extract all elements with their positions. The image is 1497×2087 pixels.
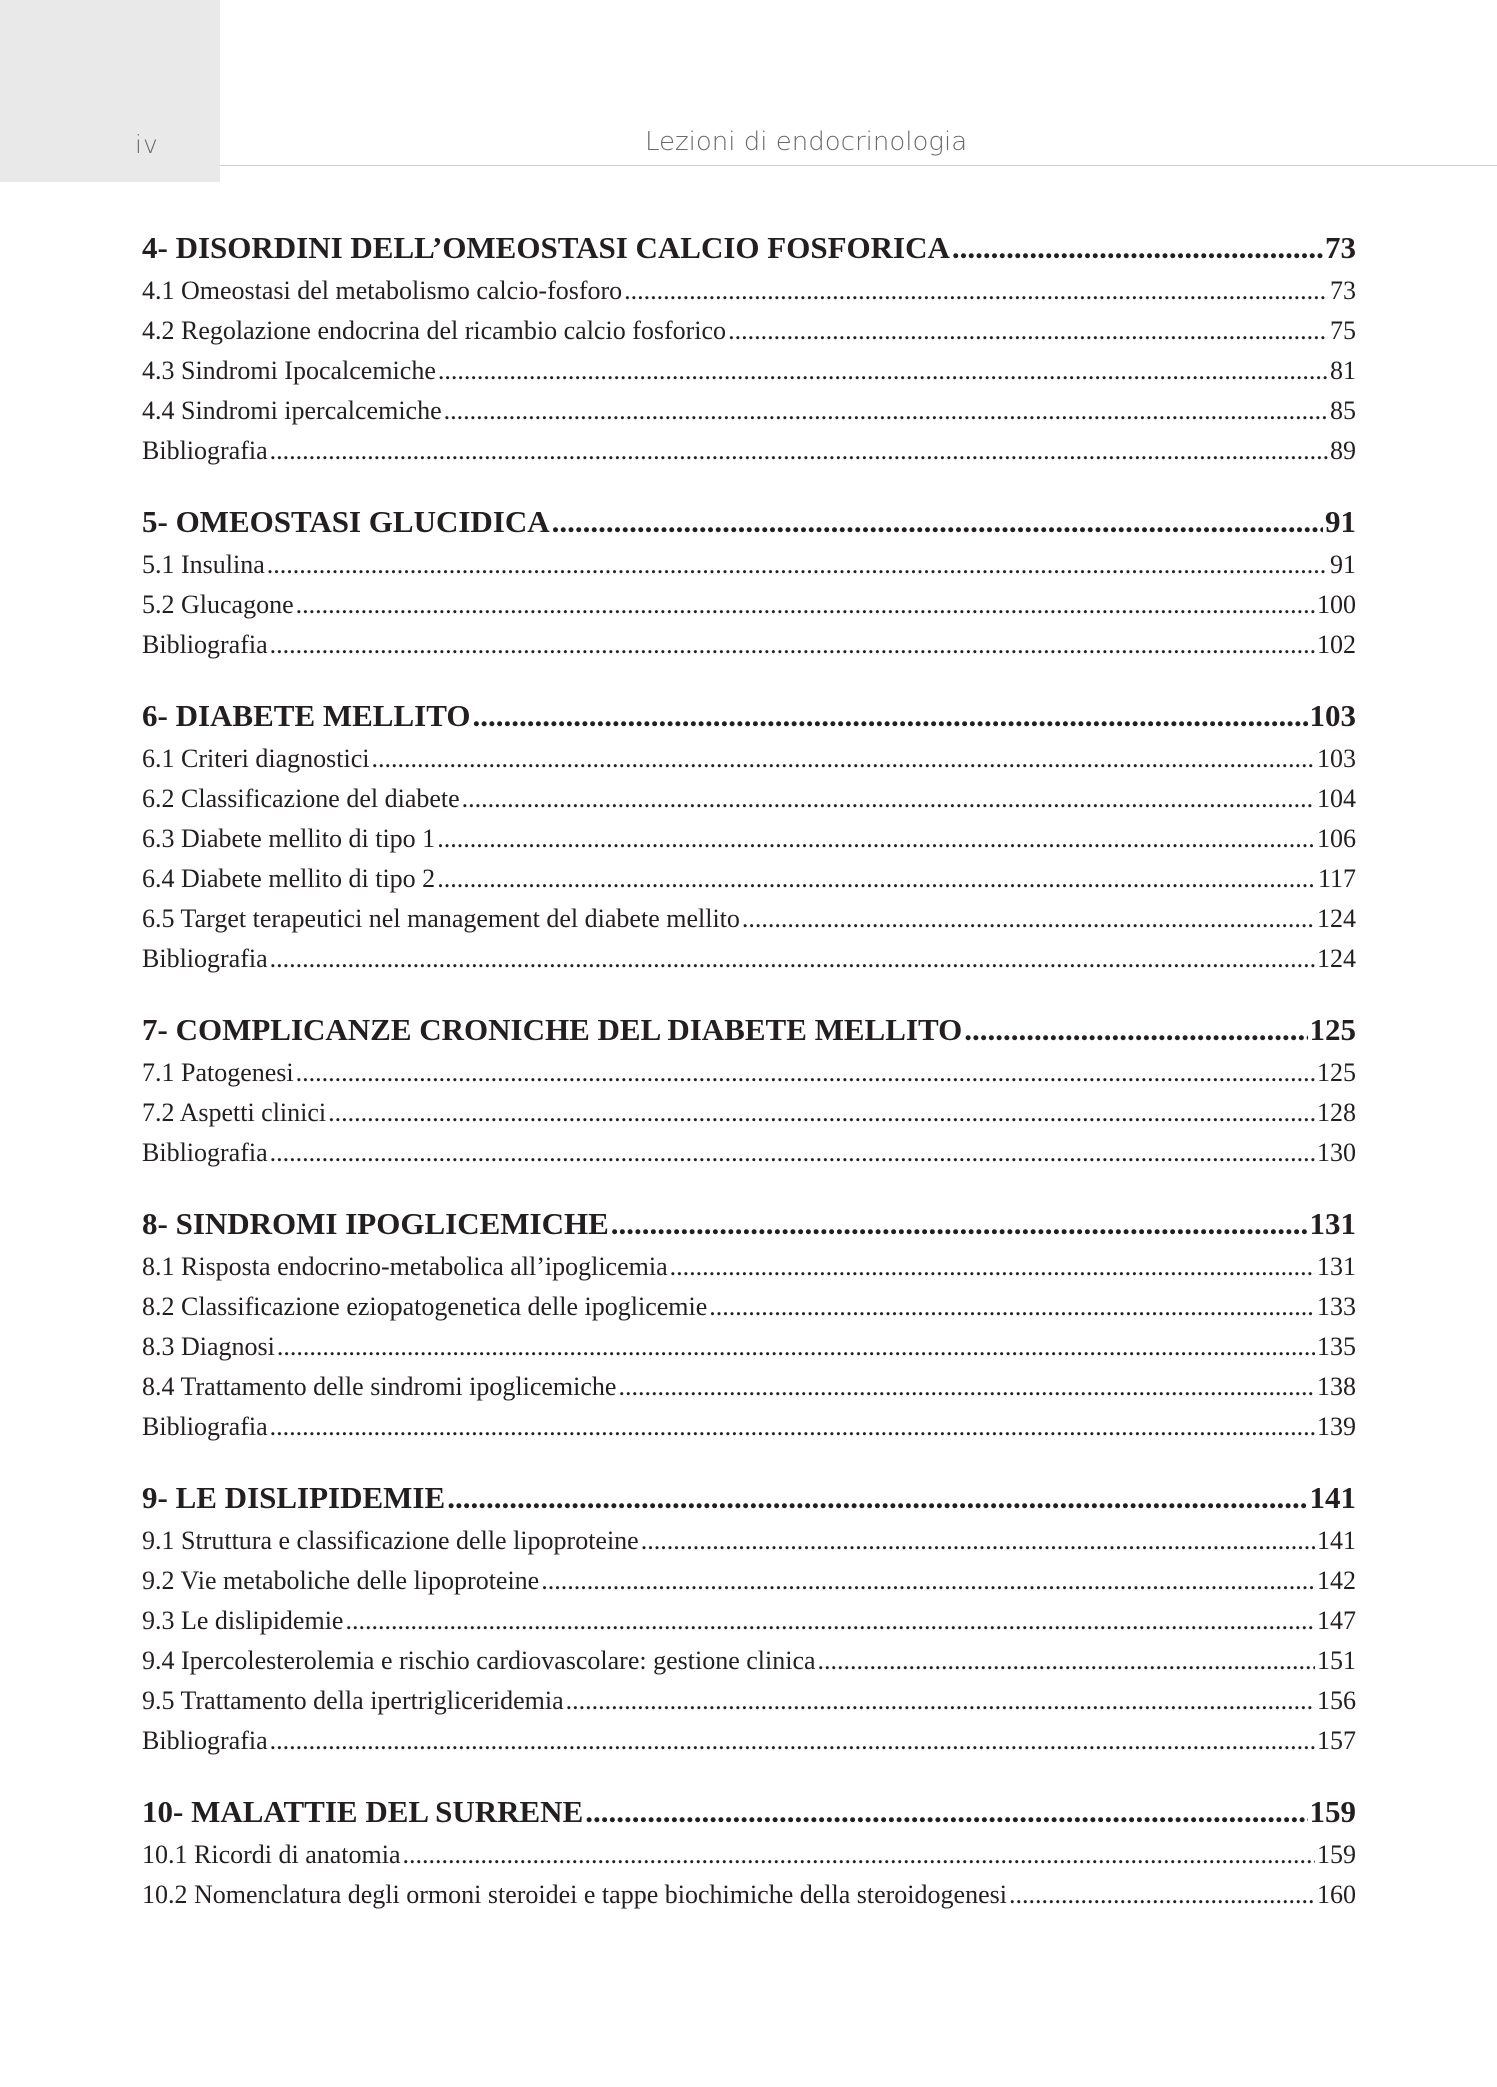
toc-entry[interactable] <box>142 859 1356 899</box>
chapter-title-row[interactable] <box>142 1201 1356 1247</box>
toc-entry[interactable] <box>142 1641 1356 1681</box>
chapter-title-row[interactable] <box>142 693 1356 739</box>
entry-page-number: 102 <box>1317 630 1356 659</box>
dot-leader <box>709 1287 1315 1327</box>
entry-page-number: 160 <box>1317 1880 1356 1909</box>
dot-leader <box>472 693 1307 739</box>
chapter-page-number: 103 <box>1309 698 1356 733</box>
chapter-title-row[interactable] <box>142 499 1356 545</box>
dot-leader <box>952 225 1323 271</box>
entry-page-number: 130 <box>1317 1138 1356 1167</box>
entry-label: 6.3 Diabete mellito di tipo 1 <box>142 824 436 853</box>
chapter-page-number: 131 <box>1309 1206 1356 1241</box>
toc-entry[interactable] <box>142 1407 1356 1447</box>
chapter-page-number: 125 <box>1309 1012 1356 1047</box>
entry-page-number: 135 <box>1317 1332 1356 1361</box>
entry-page-number: 91 <box>1330 550 1356 579</box>
corner-block <box>0 0 220 182</box>
entry-page-number: 106 <box>1317 824 1356 853</box>
dot-leader <box>328 1093 1315 1133</box>
table-of-contents <box>142 225 1356 1943</box>
toc-chapter <box>142 1789 1356 1915</box>
entry-page-number: 147 <box>1317 1606 1356 1635</box>
entry-page-number: 159 <box>1317 1840 1356 1869</box>
toc-entry[interactable] <box>142 431 1356 471</box>
toc-entry[interactable] <box>142 545 1356 585</box>
dot-leader <box>345 1601 1315 1641</box>
running-title: Lezioni di endocrinologia <box>645 127 968 157</box>
dot-leader <box>462 779 1315 819</box>
chapter-title-row[interactable] <box>142 225 1356 271</box>
dot-leader <box>611 1201 1308 1247</box>
toc-entry[interactable] <box>142 271 1356 311</box>
entry-label: Bibliografia <box>142 1412 268 1441</box>
dot-leader <box>277 1327 1315 1367</box>
entry-label: 6.1 Criteri diagnostici <box>142 744 370 773</box>
toc-entry[interactable] <box>142 1287 1356 1327</box>
toc-entry[interactable] <box>142 1875 1356 1915</box>
chapter-page-number: 141 <box>1309 1480 1356 1515</box>
entry-page-number: 139 <box>1317 1412 1356 1441</box>
toc-entry[interactable] <box>142 1521 1356 1561</box>
dot-leader <box>552 499 1323 545</box>
dot-leader <box>624 271 1328 311</box>
toc-entry[interactable] <box>142 1133 1356 1173</box>
dot-leader <box>270 939 1315 979</box>
entry-label: 8.4 Trattamento delle sindromi ipoglicemiche <box>142 1372 617 1401</box>
dot-leader <box>444 391 1328 431</box>
dot-leader <box>742 899 1315 939</box>
dot-leader <box>566 1681 1315 1721</box>
entry-page-number: 85 <box>1330 396 1356 425</box>
chapter-title: 6- DIABETE MELLITO <box>142 698 471 733</box>
dot-leader <box>270 1133 1315 1173</box>
toc-chapter <box>142 499 1356 665</box>
toc-entry[interactable] <box>142 625 1356 665</box>
toc-chapter <box>142 1475 1356 1761</box>
chapter-title: 8- SINDROMI IPOGLICEMICHE <box>142 1206 609 1241</box>
entry-page-number: 131 <box>1317 1252 1356 1281</box>
dot-leader <box>270 625 1315 665</box>
entry-page-number: 128 <box>1317 1098 1356 1127</box>
chapter-page-number: 91 <box>1325 504 1356 539</box>
entry-page-number: 138 <box>1317 1372 1356 1401</box>
chapter-title: 7- COMPLICANZE CRONICHE DEL DIABETE MELLITO <box>142 1012 963 1047</box>
dot-leader <box>296 1053 1315 1093</box>
entry-label: 7.1 Patogenesi <box>142 1058 294 1087</box>
entry-page-number: 124 <box>1317 904 1356 933</box>
entry-page-number: 103 <box>1317 744 1356 773</box>
toc-entry[interactable] <box>142 1053 1356 1093</box>
chapter-title-row[interactable] <box>142 1007 1356 1053</box>
entry-label: 4.3 Sindromi Ipocalcemiche <box>142 356 436 385</box>
toc-entry[interactable] <box>142 585 1356 625</box>
dot-leader <box>437 859 1316 899</box>
toc-entry[interactable] <box>142 1367 1356 1407</box>
entry-page-number: 89 <box>1330 436 1356 465</box>
entry-label: 9.2 Vie metaboliche delle lipoproteine <box>142 1566 540 1595</box>
entry-label: 8.2 Classificazione eziopatogenetica delle ipoglicemie <box>142 1292 708 1321</box>
entry-label: Bibliografia <box>142 1726 268 1755</box>
entry-page-number: 142 <box>1317 1566 1356 1595</box>
dot-leader <box>270 1407 1315 1447</box>
entry-label: 6.2 Classificazione del diabete <box>142 784 460 813</box>
dot-leader <box>541 1561 1315 1601</box>
toc-entry[interactable] <box>142 351 1356 391</box>
entry-label: 5.1 Insulina <box>142 550 265 579</box>
entry-page-number: 104 <box>1317 784 1356 813</box>
dot-leader <box>270 1721 1315 1761</box>
entry-page-number: 157 <box>1317 1726 1356 1755</box>
toc-entry[interactable] <box>142 391 1356 431</box>
toc-entry[interactable] <box>142 1093 1356 1133</box>
dot-leader <box>641 1521 1315 1561</box>
toc-chapter <box>142 693 1356 979</box>
toc-entry[interactable] <box>142 311 1356 351</box>
entry-label: 9.3 Le dislipidemie <box>142 1606 344 1635</box>
entry-label: 4.1 Omeostasi del metabolismo calcio-fosforo <box>142 276 623 305</box>
dot-leader <box>438 351 1328 391</box>
dot-leader <box>437 819 1315 859</box>
chapter-page-number: 159 <box>1309 1794 1356 1829</box>
dot-leader <box>818 1641 1315 1681</box>
dot-leader <box>403 1835 1315 1875</box>
toc-entry[interactable] <box>142 1681 1356 1721</box>
toc-entry[interactable] <box>142 779 1356 819</box>
dot-leader <box>670 1247 1315 1287</box>
toc-entry[interactable] <box>142 1561 1356 1601</box>
toc-entry[interactable] <box>142 939 1356 979</box>
entry-label: Bibliografia <box>142 630 268 659</box>
entry-page-number: 125 <box>1317 1058 1356 1087</box>
dot-leader <box>267 545 1328 585</box>
entry-page-number: 81 <box>1330 356 1356 385</box>
chapter-title: 5- OMEOSTASI GLUCIDICA <box>142 504 550 539</box>
dot-leader <box>585 1789 1307 1835</box>
entry-label: 9.4 Ipercolesterolemia e rischio cardiovascolare: gestione clinica <box>142 1646 816 1675</box>
toc-entry[interactable] <box>142 899 1356 939</box>
entry-label: 4.4 Sindromi ipercalcemiche <box>142 396 442 425</box>
entry-label: 8.1 Risposta endocrino-metabolica all’ipoglicemia <box>142 1252 668 1281</box>
entry-label: 8.3 Diagnosi <box>142 1332 275 1361</box>
entry-label: 10.2 Nomenclatura degli ormoni steroidei e tappe biochimiche della steroidogenesi <box>142 1880 1007 1909</box>
toc-entry[interactable] <box>142 1601 1356 1641</box>
toc-chapter <box>142 225 1356 471</box>
toc-entry[interactable] <box>142 1721 1356 1761</box>
entry-label: 6.5 Target terapeutici nel management del diabete mellito <box>142 904 740 933</box>
chapter-title: 4- DISORDINI DELL’OMEOSTASI CALCIO FOSFORICA <box>142 230 950 265</box>
entry-label: 9.1 Struttura e classificazione delle lipoproteine <box>142 1526 639 1555</box>
entry-page-number: 73 <box>1330 276 1356 305</box>
dot-leader <box>728 311 1328 351</box>
entry-label: Bibliografia <box>142 436 268 465</box>
chapter-title: 9- LE DISLIPIDEMIE <box>142 1480 446 1515</box>
page-number: iv <box>135 130 159 159</box>
dot-leader <box>371 739 1315 779</box>
entry-page-number: 151 <box>1317 1646 1356 1675</box>
entry-page-number: 156 <box>1317 1686 1356 1715</box>
dot-leader <box>618 1367 1315 1407</box>
entry-label: Bibliografia <box>142 944 268 973</box>
toc-entry[interactable] <box>142 739 1356 779</box>
entry-page-number: 117 <box>1317 864 1356 893</box>
toc-entry[interactable] <box>142 1327 1356 1367</box>
chapter-page-number: 73 <box>1325 230 1356 265</box>
entry-label: 7.2 Aspetti clinici <box>142 1098 327 1127</box>
dot-leader <box>270 431 1328 471</box>
entry-label: 6.4 Diabete mellito di tipo 2 <box>142 864 436 893</box>
dot-leader <box>296 585 1315 625</box>
header-rule <box>220 165 1497 166</box>
toc-entry[interactable] <box>142 1247 1356 1287</box>
entry-label: 9.5 Trattamento della ipertrigliceridemia <box>142 1686 564 1715</box>
dot-leader <box>964 1007 1307 1053</box>
toc-chapter <box>142 1201 1356 1447</box>
entry-page-number: 124 <box>1317 944 1356 973</box>
entry-label: 4.2 Regolazione endocrina del ricambio calcio fosforico <box>142 316 727 345</box>
entry-page-number: 75 <box>1330 316 1356 345</box>
chapter-title: 10- MALATTIE DEL SURRENE <box>142 1794 584 1829</box>
toc-chapter <box>142 1007 1356 1173</box>
toc-entry[interactable] <box>142 819 1356 859</box>
chapter-title-row[interactable] <box>142 1475 1356 1521</box>
entry-page-number: 100 <box>1317 590 1356 619</box>
dot-leader <box>1009 1875 1315 1915</box>
entry-page-number: 141 <box>1317 1526 1356 1555</box>
entry-label: 5.2 Glucagone <box>142 590 294 619</box>
dot-leader <box>447 1475 1307 1521</box>
chapter-title-row[interactable] <box>142 1789 1356 1835</box>
entry-label: 10.1 Ricordi di anatomia <box>142 1840 401 1869</box>
toc-entry[interactable] <box>142 1835 1356 1875</box>
entry-label: Bibliografia <box>142 1138 268 1167</box>
entry-page-number: 133 <box>1317 1292 1356 1321</box>
